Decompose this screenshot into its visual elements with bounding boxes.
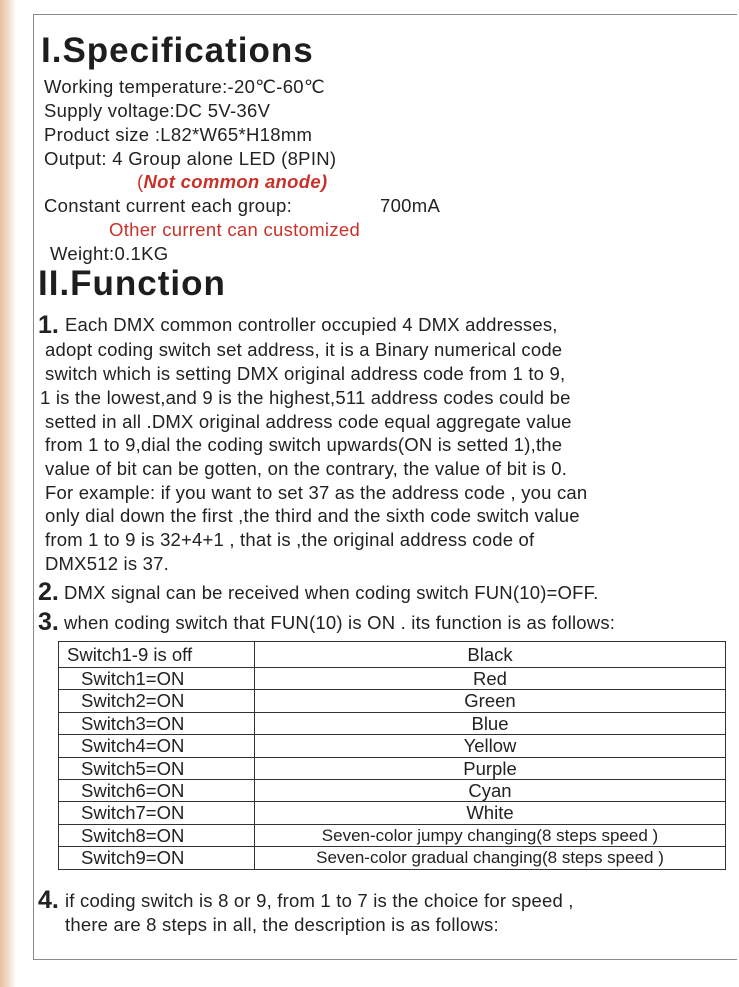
switch-cell: Switch9=ON <box>59 847 255 869</box>
switch-cell: Switch5=ON <box>59 757 255 779</box>
current-note: Other current can customized <box>109 219 361 240</box>
item1-line: value of bit can be gotten, on the contrary, the value of bit is 0. <box>45 458 568 479</box>
table-row <box>59 690 726 712</box>
switch-cell: Switch4=ON <box>59 735 255 757</box>
output-note <box>137 171 327 193</box>
left-edge-decoration <box>0 0 16 987</box>
constant-current-label: Constant current each group: <box>44 195 293 216</box>
supply-voltage: Supply voltage:DC 5V-36V <box>44 100 271 121</box>
item3-text: when coding switch that FUN(10) is ON . its function is as follows: <box>64 612 616 633</box>
constant-current-value: 700mA <box>380 195 441 216</box>
item1-line: DMX512 is 37. <box>45 553 169 574</box>
function-cell: Green <box>255 690 726 712</box>
function-cell: Red <box>255 668 726 690</box>
switch-cell: Switch1=ON <box>59 668 255 690</box>
table-row <box>59 824 726 846</box>
specifications-heading: I.Specifications <box>41 31 314 70</box>
function-cell: Cyan <box>255 780 726 802</box>
item1-line: only dial down the first ,the third and the sixth code switch value <box>45 505 580 526</box>
function-cell: Seven-color jumpy changing(8 steps speed ) <box>255 824 726 846</box>
switch-cell: Switch7=ON <box>59 802 255 824</box>
switch-cell: Switch8=ON <box>59 824 255 846</box>
table-row <box>59 780 726 802</box>
item1-line: 1 is the lowest,and 9 is the highest,511 address codes could be <box>40 387 571 408</box>
output-note-paren: ( <box>137 171 144 192</box>
switch-cell: Switch2=ON <box>59 690 255 712</box>
item1-line: from 1 to 9 is 32+4+1 , that is ,the original address code of <box>45 529 535 550</box>
item4-line: there are 8 steps in all, the description is as follows: <box>65 914 499 935</box>
function-heading: II.Function <box>38 264 226 303</box>
item1-line: from 1 to 9,dial the coding switch upwards(ON is setted 1),the <box>45 434 563 455</box>
item2-number: 2. <box>38 578 59 606</box>
item1-line: switch which is setting DMX original address code from 1 to 9, <box>45 363 566 384</box>
output-note-text: Not common anode) <box>143 171 328 192</box>
table-row <box>59 802 726 824</box>
table-row <box>59 668 726 690</box>
output-spec: Output: 4 Group alone LED (8PIN) <box>44 148 337 169</box>
table-row <box>59 847 726 869</box>
item4-line: if coding switch is 8 or 9, from 1 to 7 is the choice for speed , <box>65 890 574 911</box>
switch-function-table <box>58 641 726 870</box>
item2-text: DMX signal can be received when coding switch FUN(10)=OFF. <box>64 582 599 603</box>
function-cell: Yellow <box>255 735 726 757</box>
table-row <box>59 642 726 668</box>
item1-line: setted in all .DMX original address code equal aggregate value <box>45 411 572 432</box>
item4-number: 4. <box>38 886 59 914</box>
item1-line: For example: if you want to set 37 as the address code , you can <box>45 482 588 503</box>
table-row <box>59 757 726 779</box>
switch-cell: Switch6=ON <box>59 780 255 802</box>
switch-cell: Switch1-9 is off <box>59 642 255 668</box>
function-cell: Blue <box>255 712 726 734</box>
working-temperature: Working temperature:-20℃-60℃ <box>44 76 325 97</box>
product-size: Product size :L82*W65*H18mm <box>44 124 313 145</box>
weight-spec: Weight:0.1KG <box>50 243 169 264</box>
item1-number: 1. <box>38 311 59 339</box>
function-cell: Purple <box>255 757 726 779</box>
item1-line: Each DMX common controller occupied 4 DMX addresses, <box>65 314 558 335</box>
item3-number: 3. <box>38 608 59 636</box>
item1-line: adopt coding switch set address, it is a Binary numerical code <box>45 339 563 360</box>
table-row <box>59 735 726 757</box>
table-row <box>59 712 726 734</box>
function-cell: White <box>255 802 726 824</box>
function-cell: Seven-color gradual changing(8 steps speed ) <box>255 847 726 869</box>
switch-cell: Switch3=ON <box>59 712 255 734</box>
function-cell: Black <box>255 642 726 668</box>
